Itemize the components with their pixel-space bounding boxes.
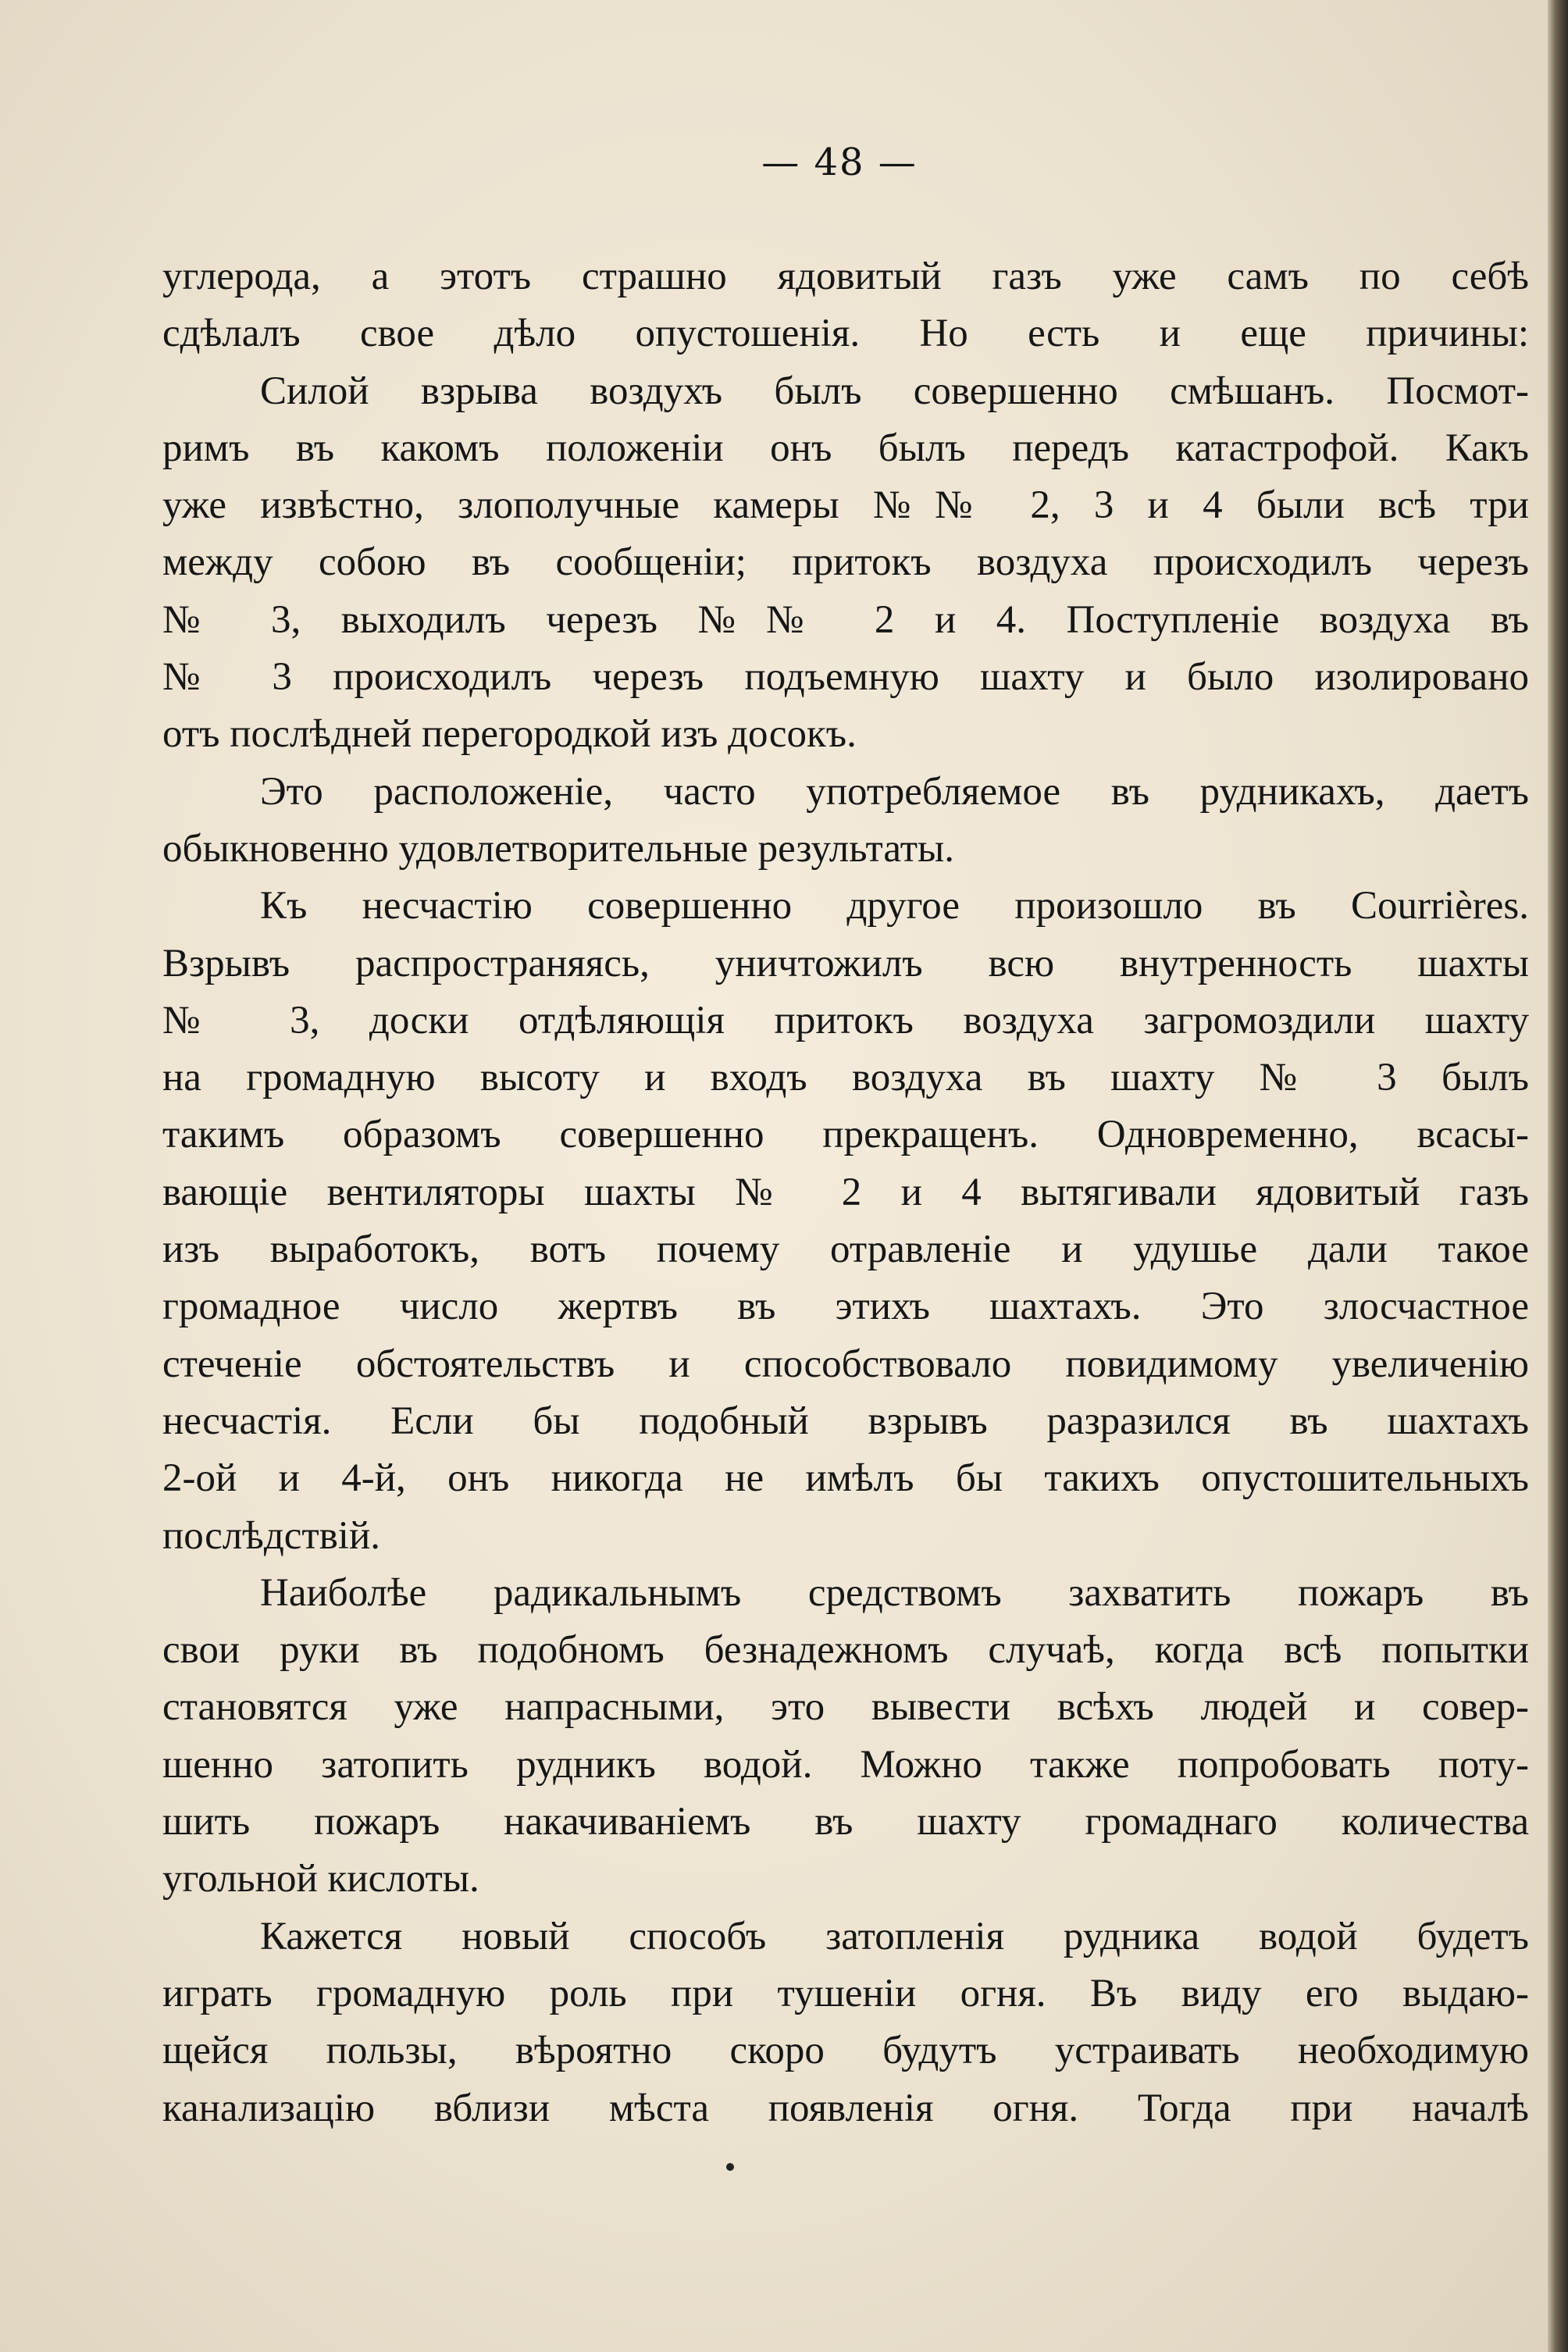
page-number: — 48 —	[761, 141, 918, 184]
text-line: Наиболѣе радикальнымъ средствомъ захватить пожаръ въ	[260, 1570, 1529, 1615]
page-edge-shadow	[1548, 0, 1568, 2352]
text-line: Взрывъ распространяясь, уничтожилъ всю внутренность шахты	[162, 941, 1529, 985]
text-line: 2-ой и 4-й, онъ никогда не имѣлъ бы такихъ опустошительныхъ	[162, 1456, 1529, 1501]
text-line: отъ послѣдней перегородкой изъ досокъ.	[162, 712, 857, 757]
text-line: щейся пользы, вѣроятно скоро будутъ устраивать необходимую	[162, 2029, 1529, 2073]
text-line: становятся уже напрасными, это вывести всѣхъ людей и совер-	[162, 1685, 1529, 1730]
text-line: громадное число жертвъ въ этихъ шахтахъ. Это злосчастное	[162, 1285, 1529, 1329]
text-line: № 3, выходилъ черезъ №№ 2 и 4. Поступленіе воздуха въ	[162, 597, 1529, 642]
text-line: играть громадную роль при тушеніи огня. Въ виду его выдаю-	[162, 1971, 1529, 2015]
text-line: Это расположеніе, часто употребляемое въ рудникахъ, даетъ	[260, 769, 1529, 814]
text-line: стеченіе обстоятельствъ и способствовало повидимому увеличенію	[162, 1342, 1529, 1386]
text-line: такимъ образомъ совершенно прекращенъ. Одновременно, всасы-	[162, 1113, 1529, 1157]
text-line: вающіе вентиляторы шахты № 2 и 4 вытягивали ядовитый газъ	[162, 1170, 1529, 1214]
text-line: обыкновенно удовлетворительные результаты.	[162, 826, 955, 871]
text-line: углерода, а этотъ страшно ядовитый газъ уже самъ по себѣ	[162, 255, 1529, 298]
text-line: послѣдствій.	[162, 1513, 381, 1558]
text-line: № 3, доски отдѣляющія притокъ воздуха загромоздили шахту	[162, 998, 1529, 1042]
text-line: Къ несчастію совершенно другое произошло въ Courrières.	[260, 884, 1529, 928]
text-line: канализацію вблизи мѣста появленія огня. Тогда при началѣ	[162, 2086, 1529, 2130]
text-line: № 3 происходилъ черезъ подъемную шахту и было изолировано	[162, 655, 1529, 700]
text-line: Силой взрыва воздухъ былъ совершенно смѣшанъ. Посмот-	[260, 369, 1529, 413]
text-line: несчастія. Если бы подобный взрывъ разразился въ шахтахъ	[162, 1399, 1529, 1443]
text-line: свои руки въ подобномъ безнадежномъ случаѣ, когда всѣ попытки	[162, 1628, 1529, 1673]
text-line: римъ въ какомъ положеніи онъ былъ передъ катастрофой. Какъ	[162, 426, 1529, 470]
text-line: уже извѣстно, злополучные камеры №№ 2, 3 и 4 были всѣ три	[162, 483, 1529, 528]
text-line: изъ выработокъ, вотъ почему отравленіе и удушье дали такое	[162, 1228, 1529, 1272]
text-line: угольной кислоты.	[162, 1857, 479, 1901]
text-line: сдѣлалъ свое дѣло опустошенія. Но есть и еще причины:	[162, 312, 1529, 356]
ink-dot	[726, 2163, 734, 2171]
text-line: шить пожаръ накачиваніемъ въ шахту громаднаго количества	[162, 1800, 1529, 1844]
text-line: на громадную высоту и входъ воздуха въ шахту № 3 былъ	[162, 1056, 1529, 1100]
text-line: Кажется новый способъ затопленія рудника водой будетъ	[260, 1914, 1529, 1958]
text-line: между собою въ сообщеніи; притокъ воздуха происходилъ черезъ	[162, 540, 1529, 585]
text-line: шенно затопить рудникъ водой. Можно также попробовать поту-	[162, 1742, 1529, 1787]
body-text	[162, 248, 1529, 2137]
